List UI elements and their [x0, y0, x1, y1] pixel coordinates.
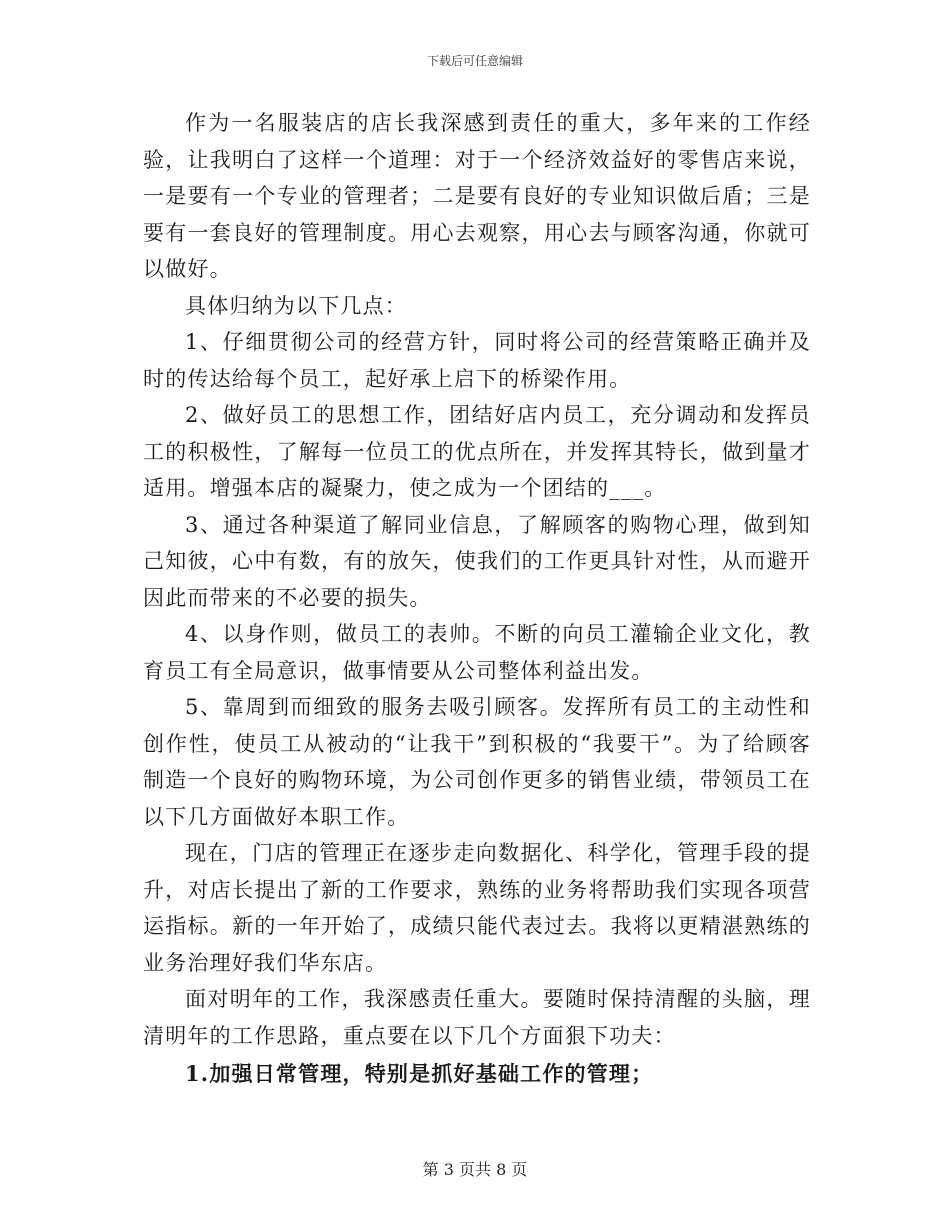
paragraph-point-2: 2、做好员工的思想工作，团结好店内员工，充分调动和发挥员工的积极性，了解每一位员工的优点所在，并发挥其特长，做到量才适用。增强本店的凝聚力，使之成为一个团结的___。 — [143, 403, 811, 500]
paragraph-point-1: 1、仔细贯彻公司的经营方针，同时将公司的经营策略正确并及时的传达给每个员工，起好承上启下的桥梁作用。 — [143, 330, 811, 391]
page-number: 第 3 页共 8 页 — [422, 1160, 528, 1179]
paragraph-next-year: 面对明年的工作，我深感责任重大。要随时保持清醒的头脑，理清明年的工作思路，重点要在以下几个方面狠下功夫： — [143, 987, 811, 1048]
paragraph-point-5: 5、靠周到而细致的服务去吸引顾客。发挥所有员工的主动性和创作性，使员工从被动的“让我干”到积极的“我要干”。为了给顾客制造一个良好的购物环境，为公司创作更多的销售业绩，带领员工在以下几方面做好本职工作。 — [143, 695, 811, 829]
page-header: 下载后可任意编辑 — [426, 54, 523, 68]
section-heading-daily-management: 1.加强日常管理，特别是抓好基础工作的管理； — [185, 1061, 654, 1086]
document-body — [143, 105, 811, 1093]
paragraph-intro: 作为一名服装店的店长我深感到责任的重大，多年来的工作经验，让我明白了这样一个道理：对于一个经济效益好的零售店来说，一是要有一个专业的管理者；二是要有良好的专业知识做后盾；三是要有一套良好的管理制度。用心去观察，用心去与顾客沟通，你就可以做好。 — [143, 111, 811, 281]
paragraph-point-3: 3、通过各种渠道了解同业信息，了解顾客的购物心理，做到知己知彼，心中有数，有的放矢，使我们的工作更具针对性，从而避开因此而带来的不必要的损失。 — [143, 512, 811, 610]
paragraph-summary-heading: 具体归纳为以下几点： — [185, 293, 407, 318]
paragraph-current-status: 现在，门店的管理正在逐步走向数据化、科学化，管理手段的提升，对店长提出了新的工作要求，熟练的业务将帮助我们实现各项营运指标。新的一年开始了，成绩只能代表过去。我将以更精湛熟练的业务治理好我们华东店。 — [143, 841, 811, 975]
paragraph-point-4: 4、以身作则，做员工的表帅。不断的向员工灌输企业文化，教育员工有全局意识，做事情要从公司整体利益出发。 — [143, 622, 811, 683]
